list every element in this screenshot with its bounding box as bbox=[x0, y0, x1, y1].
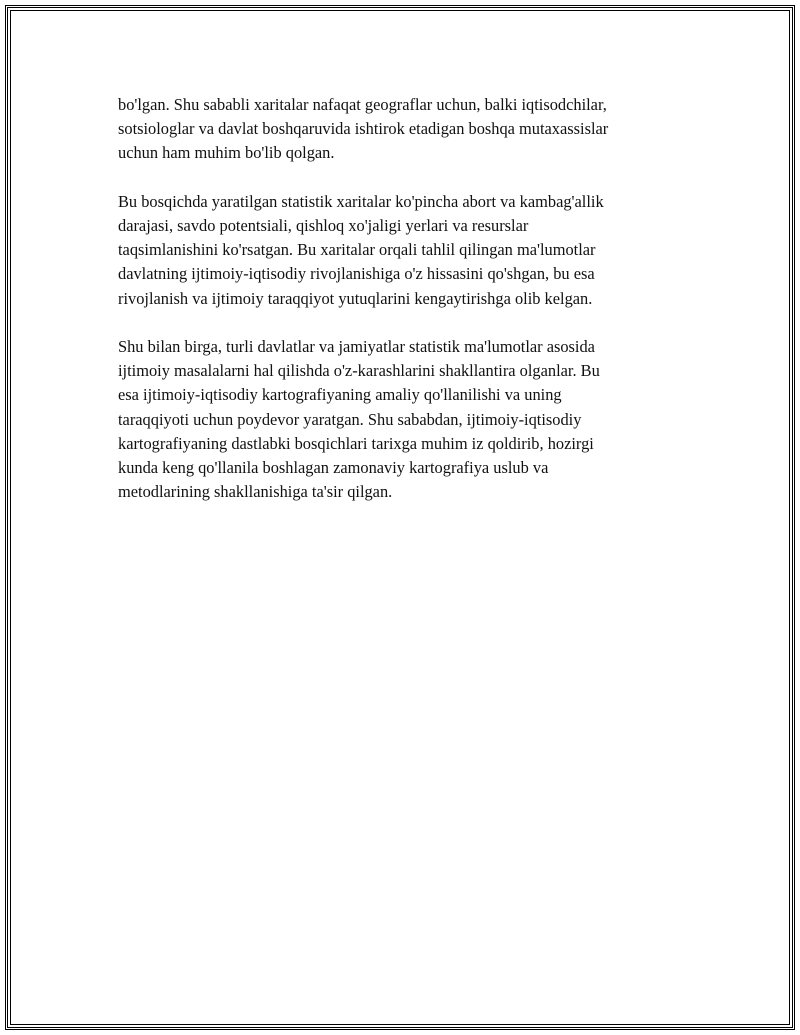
document-body bbox=[118, 93, 690, 529]
paragraph-1: bo'lgan. Shu sababli xaritalar nafaqat geograflar uchun, balki iqtisodchilar, sotsiologlar va davlat boshqaruvida ishtirok etadigan boshqa mutaxassislar uchun ham muhim bo'lib qolgan. bbox=[118, 95, 609, 163]
paragraph-3: Shu bilan birga, turli davlatlar va jamiyatlar statistik ma'lumotlar asosida ijtimoiy masalalarni hal qilishda o'z-karashlarini shakllantira olganlar. Bu esa ijtimoiy-iqtisodiy kartografiyaning amaliy qo'llanilishi va uning taraqqiyoti uchun poydevor yaratgan. Shu sababdan, ijtimoiy-iqtisodiy kartografiyaning dastlabki bosqichlari tarixga muhim iz qoldirib, hozirgi kunda keng qo'llanila boshlagan zamonaviy kartografiya uslub va metodlarining shakllanishiga ta'sir qilgan. bbox=[118, 337, 600, 502]
paragraph-2: Bu bosqichda yaratilgan statistik xaritalar ko'pincha abort va kambag'allik darajasi, savdo potentsiali, qishloq xo'jaligi yerlari va resurslar taqsimlanishini ko'rsatgan. Bu xaritalar orqali tahlil qilingan ma'lumotlar davlatning ijtimoiy-iqtisodiy rivojlanishiga o'z hissasini qo'shgan, bu esa rivojlanish va ijtimoiy taraqqiyot yutuqlarini kengaytirishga olib kelgan. bbox=[118, 191, 604, 308]
